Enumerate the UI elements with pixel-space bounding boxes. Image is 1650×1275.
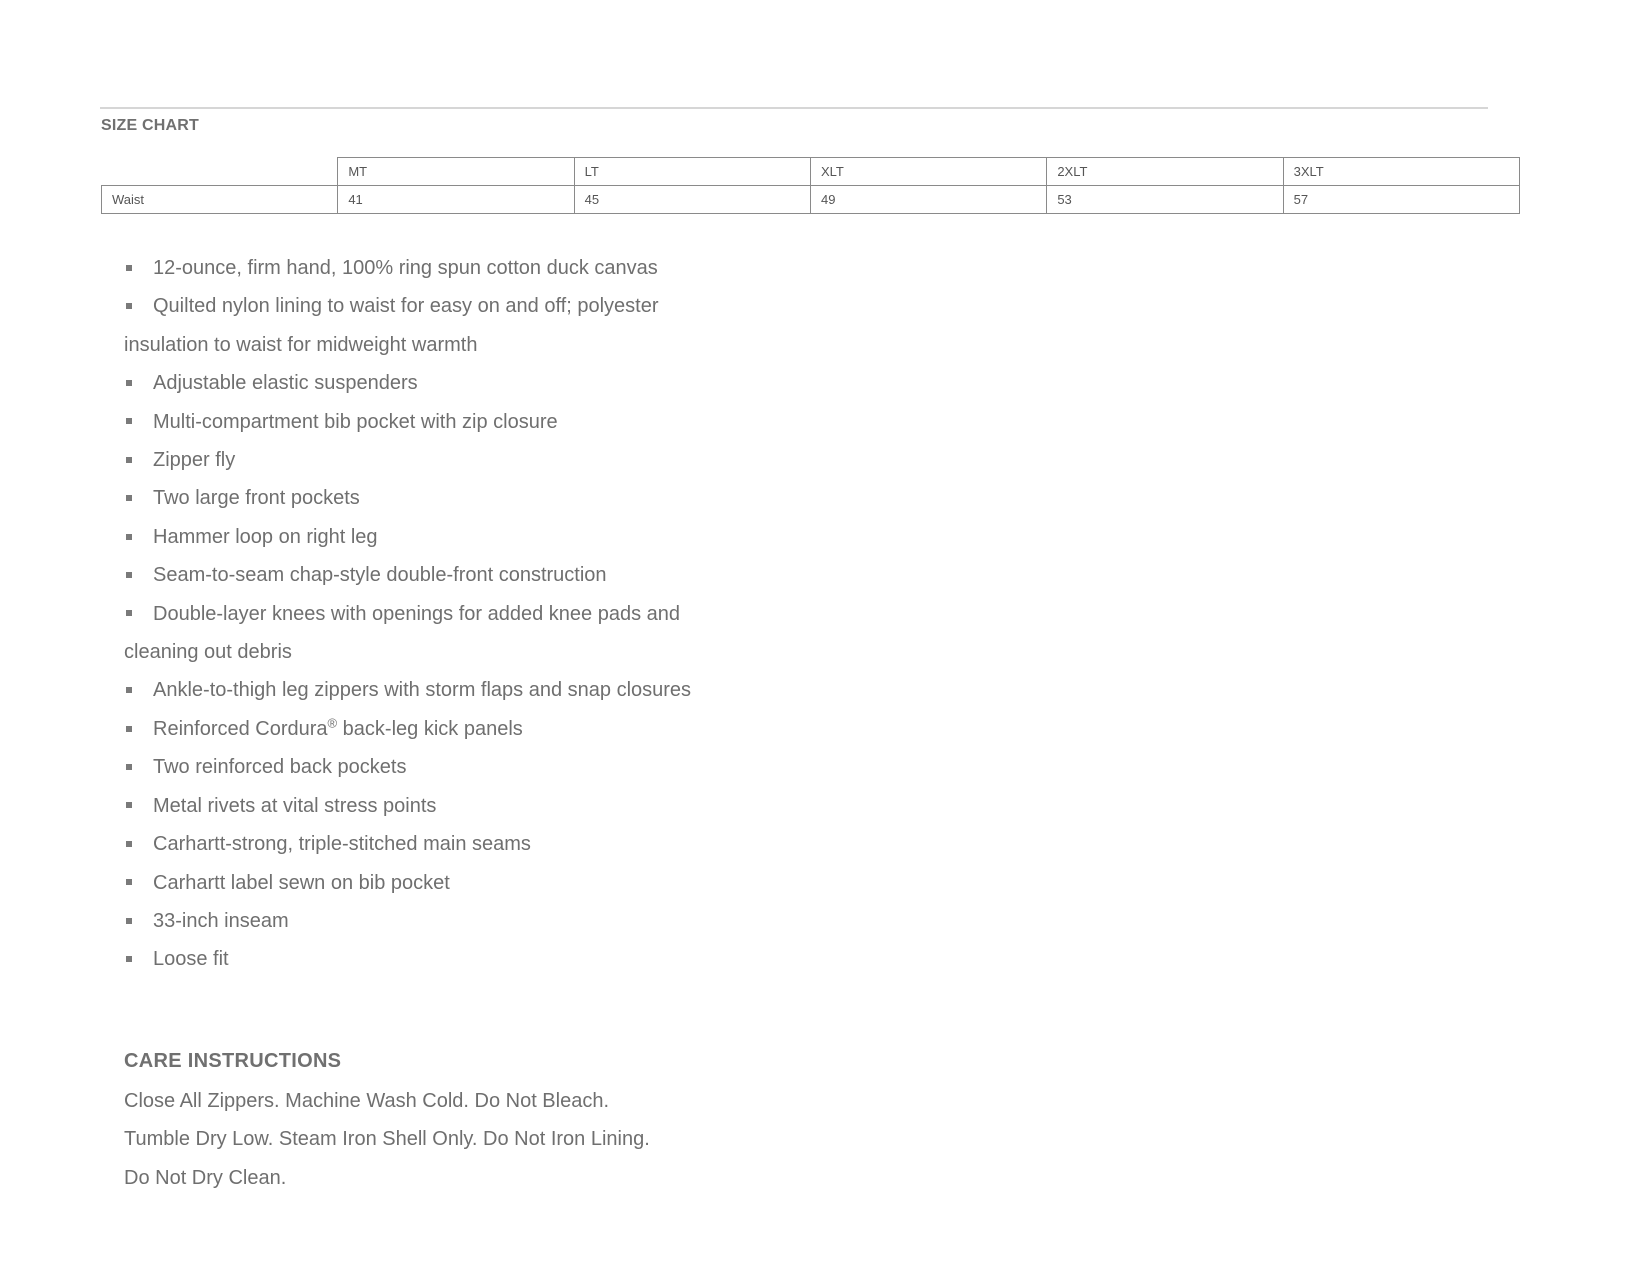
bullet-icon	[126, 956, 132, 962]
size-header-cell: XLT	[810, 158, 1046, 186]
bullet-icon	[126, 802, 132, 808]
feature-item	[124, 902, 704, 940]
bullet-icon	[126, 726, 132, 732]
feature-text: Carhartt-strong, triple-stitched main seams	[153, 833, 531, 856]
size-header-row	[102, 158, 1520, 186]
feature-text-suffix: back-leg kick panels	[337, 717, 523, 740]
feature-item	[124, 864, 704, 902]
feature-item	[124, 249, 704, 287]
feature-list	[124, 249, 704, 979]
feature-item	[124, 441, 704, 479]
size-header-empty-cell	[102, 158, 338, 186]
feature-item	[124, 479, 704, 517]
bullet-icon	[126, 879, 132, 885]
bullet-icon	[126, 534, 132, 540]
size-header-cell: MT	[338, 158, 574, 186]
bullet-icon	[126, 841, 132, 847]
bullet-icon	[126, 303, 132, 309]
size-value-cell: 57	[1283, 186, 1519, 214]
feature-text: Metal rivets at vital stress points	[153, 794, 437, 817]
feature-item	[124, 403, 704, 441]
feature-text: 33-inch inseam	[153, 909, 289, 932]
bullet-icon	[126, 418, 132, 424]
care-instructions-heading: CARE INSTRUCTIONS	[124, 1050, 342, 1072]
size-value-cell: 45	[574, 186, 810, 214]
feature-text: Seam-to-seam chap-style double-front construction	[153, 564, 607, 587]
feature-item	[124, 671, 704, 709]
care-instructions-text	[124, 1082, 704, 1197]
feature-text: Carhartt label sewn on bib pocket	[153, 871, 450, 894]
size-chart-title: SIZE CHART	[101, 117, 199, 134]
size-header-cell: 3XLT	[1283, 158, 1519, 186]
size-chart-table	[101, 157, 1520, 214]
feature-text: Multi-compartment bib pocket with zip closure	[153, 410, 558, 433]
bullet-icon	[126, 457, 132, 463]
bullet-icon	[126, 495, 132, 501]
bullet-icon	[126, 265, 132, 271]
feature-item	[124, 710, 704, 748]
size-row-label: Waist	[102, 186, 338, 214]
feature-item	[124, 518, 704, 556]
feature-item	[124, 748, 704, 786]
feature-text: Hammer loop on right leg	[153, 525, 378, 548]
bullet-icon	[126, 918, 132, 924]
feature-text: Two large front pockets	[153, 487, 360, 510]
size-waist-row	[102, 186, 1520, 214]
feature-item	[124, 595, 704, 672]
size-value-cell: 53	[1047, 186, 1283, 214]
feature-text: Two reinforced back pockets	[153, 756, 407, 779]
bullet-icon	[126, 380, 132, 386]
feature-item	[124, 940, 704, 978]
care-line: Close All Zippers. Machine Wash Cold. Do Not Bleach.	[124, 1090, 610, 1112]
top-divider	[100, 107, 1488, 109]
bullet-icon	[126, 572, 132, 578]
size-value-cell: 49	[810, 186, 1046, 214]
care-line: Do Not Dry Clean.	[124, 1166, 287, 1189]
feature-text: 12-ounce, firm hand, 100% ring spun cotton duck canvas	[153, 257, 658, 279]
feature-text: Reinforced Cordura	[153, 717, 328, 740]
feature-text: Ankle-to-thigh leg zippers with storm flaps and snap closures	[153, 679, 692, 702]
feature-item	[124, 287, 704, 364]
bullet-icon	[126, 687, 132, 693]
feature-item	[124, 556, 704, 594]
feature-text: Double-layer knees with openings for added knee pads and cleaning out debris	[124, 602, 681, 664]
size-value-cell: 41	[338, 186, 574, 214]
size-header-cell: 2XLT	[1047, 158, 1283, 186]
feature-item	[124, 787, 704, 825]
feature-text: Quilted nylon lining to waist for easy on and off; polyester insulation to waist for midweight warmth	[124, 295, 659, 356]
size-header-cell: LT	[574, 158, 810, 186]
feature-text: Adjustable elastic suspenders	[153, 372, 418, 395]
feature-text: Zipper fly	[153, 449, 236, 472]
bullet-icon	[126, 764, 132, 770]
registered-mark: ®	[327, 715, 338, 731]
feature-item	[124, 825, 704, 863]
feature-text: Loose fit	[153, 948, 229, 971]
care-line: Tumble Dry Low. Steam Iron Shell Only. Do Not Iron Lining.	[124, 1128, 650, 1151]
feature-item	[124, 364, 704, 402]
bullet-icon	[126, 610, 132, 616]
